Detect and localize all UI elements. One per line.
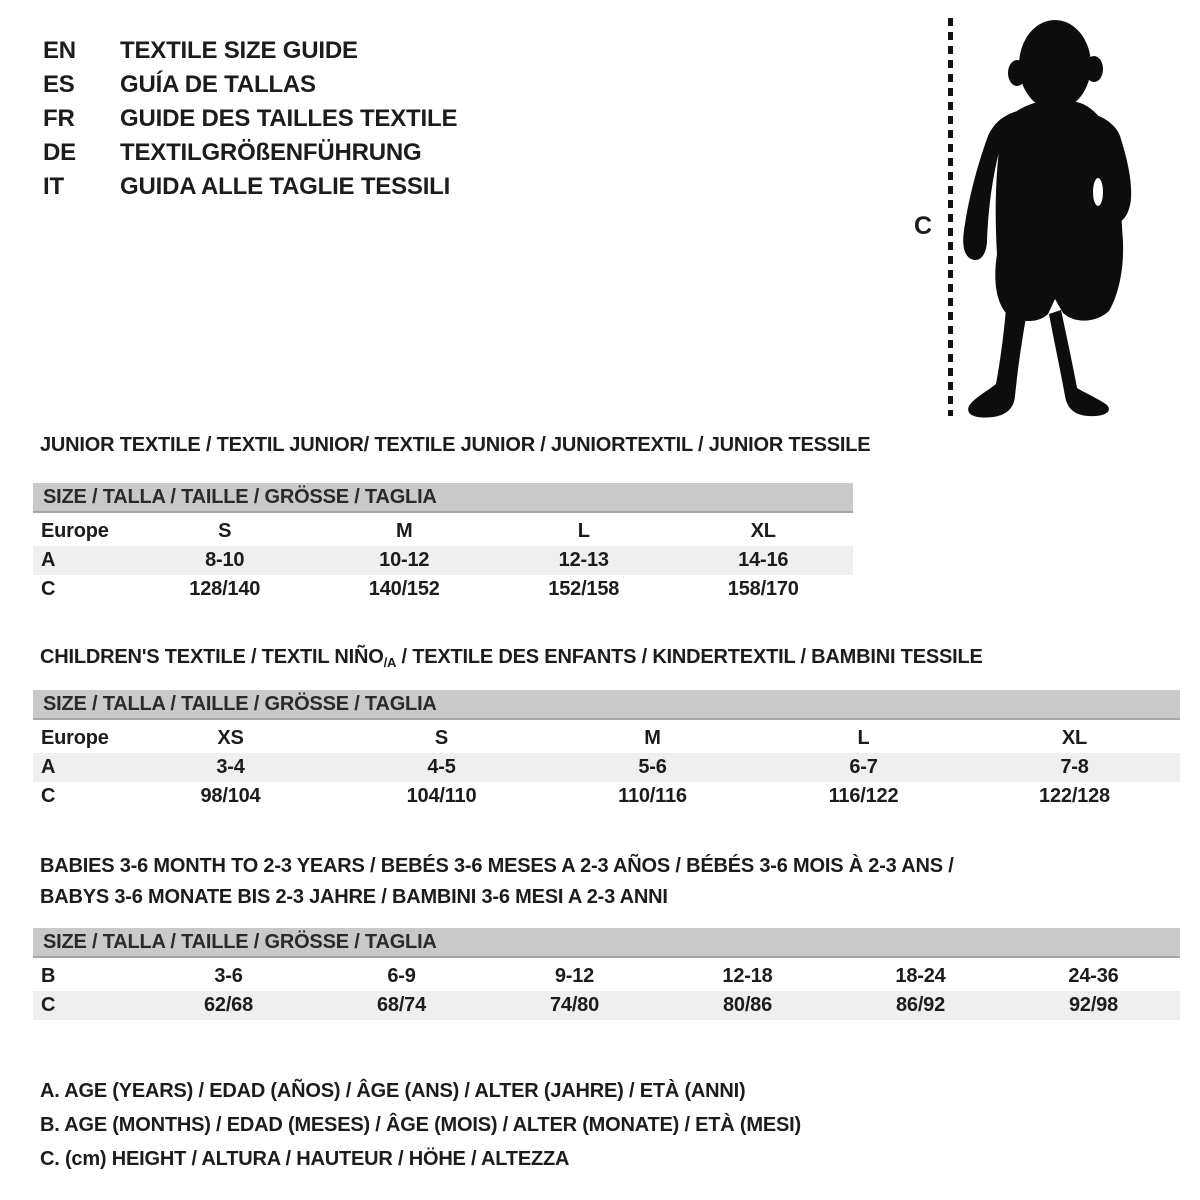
guide-title-de: TEXTILGRÖßENFÜHRUNG [120,139,422,166]
height-cell: 122/128 [1039,785,1110,807]
babies-heading-line1: BABIES 3-6 MONTH TO 2-3 YEARS / BEBÉS 3-6 MESES A 2-3 AÑOS / BÉBÉS 3-6 MOIS À 2-3 ANS / [40,855,954,877]
height-cell: 68/74 [376,994,427,1016]
age-cell: 10-12 [379,549,430,571]
height-cell: 116/122 [828,785,899,807]
children-heading-pre: CHILDREN'S TEXTILE / TEXTIL NIÑO [40,646,384,668]
language-code: ES [43,71,75,98]
table-row-age [33,753,1180,782]
height-cell: 86/92 [895,994,946,1016]
children-heading-subscript: /A [383,655,397,670]
babies-section-heading [40,851,954,913]
children-heading-post: / TEXTILE DES ENFANTS / KINDERTEXTIL / BAMBINI TESSILE [396,646,983,668]
size-cell: M [644,727,661,749]
junior-section-heading: JUNIOR TEXTILE / TEXTIL JUNIOR/ TEXTILE JUNIOR / JUNIORTEXTIL / JUNIOR TESSILE [40,434,871,456]
children-section-heading [40,646,983,670]
language-code: FR [43,105,75,132]
table-row-months [33,962,1180,991]
language-row-de [43,136,457,170]
language-row-en [43,34,457,68]
height-cell: 152/158 [548,578,620,600]
table-row-europe [33,517,853,546]
row-label: Europe [41,727,109,749]
babies-heading-line2: BABYS 3-6 MONATE BIS 2-3 JAHRE / BAMBINI 3-6 MESI A 2-3 ANNI [40,886,668,908]
age-cell: 4-5 [427,756,456,778]
age-cell: 7-8 [1060,756,1089,778]
language-title-list [43,34,457,204]
row-label: A [41,549,56,571]
height-cell: 128/140 [189,578,261,600]
height-cell: 140/152 [368,578,440,600]
size-cell: M [396,520,413,542]
language-code: IT [43,173,64,200]
row-label: B [41,965,56,987]
row-label: C [41,578,56,600]
months-cell: 9-12 [554,965,595,987]
size-cell: S [434,727,449,749]
guide-title-es: GUÍA DE TALLAS [120,71,316,98]
guide-title-en: TEXTILE SIZE GUIDE [120,37,358,64]
note-age-months: B. AGE (MONTHS) / EDAD (MESES) / ÂGE (MOIS) / ALTER (MONATE) / ETÀ (MESI) [40,1114,801,1136]
language-row-fr [43,102,457,136]
size-cell: XS [217,727,244,749]
months-cell: 18-24 [895,965,946,987]
height-measure-label: C [914,212,932,240]
language-row-it [43,170,457,204]
height-cell: 62/68 [203,994,254,1016]
age-cell: 5-6 [638,756,667,778]
height-cell: 74/80 [549,994,600,1016]
row-label: C [41,785,56,807]
height-cell: 98/104 [200,785,261,807]
height-cell: 80/86 [722,994,773,1016]
age-cell: 3-4 [216,756,245,778]
months-cell: 6-9 [387,965,416,987]
size-cell: L [577,520,590,542]
months-cell: 24-36 [1068,965,1119,987]
guide-title-fr: GUIDE DES TAILLES TEXTILE [120,105,458,132]
size-cell: XL [750,520,776,542]
months-cell: 3-6 [214,965,243,987]
height-cell: 104/110 [406,785,477,807]
size-header-bar: SIZE / TALLA / TAILLE / GRÖSSE / TAGLIA [33,483,853,513]
table-row-height [33,782,1180,811]
row-label: A [41,756,56,778]
row-label: Europe [41,520,109,542]
table-row-age [33,546,853,575]
legend-notes [40,1074,801,1176]
junior-size-table [33,483,853,604]
language-code: DE [43,139,76,166]
toddler-silhouette [962,16,1138,418]
table-row-europe [33,724,1180,753]
size-cell: XL [1061,727,1088,749]
age-cell: 8-10 [205,549,245,571]
guide-title-it: GUIDA ALLE TAGLIE TESSILI [120,173,451,200]
table-row-height [33,575,853,604]
note-age-years: A. AGE (YEARS) / EDAD (AÑOS) / ÂGE (ANS) / ALTER (JAHRE) / ETÀ (ANNI) [40,1080,746,1102]
size-cell: L [857,727,870,749]
months-cell: 12-18 [722,965,773,987]
age-cell: 12-13 [558,549,609,571]
size-cell: S [218,520,232,542]
age-cell: 14-16 [738,549,789,571]
size-header-bar: SIZE / TALLA / TAILLE / GRÖSSE / TAGLIA [33,928,1180,958]
language-code: EN [43,37,76,64]
height-cell: 158/170 [727,578,799,600]
language-row-es [43,68,457,102]
age-cell: 6-7 [849,756,878,778]
table-row-height [33,991,1180,1020]
children-size-table [33,690,1180,811]
height-measure-dashed-line [948,18,953,416]
row-label: C [41,994,56,1016]
size-header-bar: SIZE / TALLA / TAILLE / GRÖSSE / TAGLIA [33,690,1180,720]
babies-size-table [33,928,1180,1020]
height-cell: 110/116 [618,785,687,807]
height-cell: 92/98 [1068,994,1119,1016]
note-height-cm: C. (cm) HEIGHT / ALTURA / HAUTEUR / HÖHE / ALTEZZA [40,1148,570,1170]
